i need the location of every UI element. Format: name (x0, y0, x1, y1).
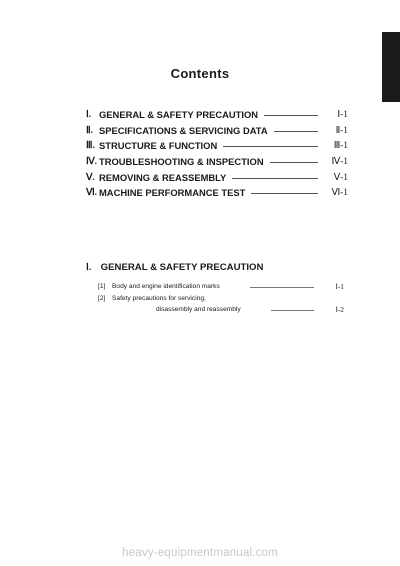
toc-leader-line (251, 193, 318, 194)
toc-entry-removing[interactable] (86, 169, 348, 185)
toc-title: TROUBLESHOOTING & INSPECTION (99, 156, 264, 168)
toc-numeral: Ⅳ. (86, 157, 97, 168)
sub-entry-number: [2] (98, 294, 106, 302)
sub-entry-number: [1] (98, 283, 106, 291)
toc-entry-structure[interactable] (86, 138, 348, 154)
section-numeral: Ⅰ. (86, 262, 92, 273)
toc-numeral: Ⅰ. (86, 110, 92, 121)
toc-page-number: Ⅴ-1 (333, 172, 348, 183)
sub-entry-safety-precautions[interactable] (98, 293, 344, 305)
sub-entry-title: Body and engine identification marks (112, 283, 220, 291)
toc-entry-general-safety[interactable] (86, 107, 348, 123)
toc-leader-line (232, 178, 318, 179)
page-title: Contents (170, 66, 230, 81)
toc-leader-line (270, 162, 318, 163)
toc-entry-performance-test[interactable] (86, 185, 348, 201)
toc-title: SPECIFICATIONS & SERVICING DATA (99, 124, 268, 136)
footer-watermark: heavy-equipmentmanual.com (122, 547, 278, 559)
toc-page-number: Ⅱ-1 (335, 125, 348, 136)
sub-leader-line (271, 310, 314, 311)
toc-numeral: Ⅴ. (86, 172, 95, 183)
sub-entry-page: Ⅰ-2 (335, 305, 344, 315)
toc-leader-line (223, 146, 318, 147)
sub-entry-safety-precautions-continued[interactable] (98, 304, 344, 316)
toc-title: STRUCTURE & FUNCTION (99, 140, 218, 152)
section-sub-list (98, 281, 344, 316)
sub-entry-identification-marks[interactable] (98, 281, 344, 293)
toc-numeral: Ⅲ. (86, 141, 95, 152)
toc-page-number: Ⅵ-1 (331, 188, 348, 199)
toc-page-number: Ⅲ-1 (333, 141, 348, 152)
toc-numeral: Ⅱ. (86, 125, 93, 136)
toc-page-number: Ⅳ-1 (331, 157, 348, 168)
toc-title: REMOVING & REASSEMBLY (99, 171, 227, 183)
toc-page-number: Ⅰ-1 (337, 110, 348, 121)
toc-title: MACHINE PERFORMANCE TEST (99, 187, 246, 199)
toc-entry-specifications[interactable] (86, 123, 348, 139)
sub-entry-page: Ⅰ-1 (335, 282, 344, 292)
toc-entry-troubleshooting[interactable] (86, 154, 348, 170)
sub-entry-title-continuation: disassembly and reassembly (156, 306, 241, 314)
section-title: GENERAL & SAFETY PRECAUTION (100, 262, 264, 273)
sub-entry-title: Safety precautions for servicing, (112, 294, 206, 302)
toc-leader-line (274, 131, 318, 132)
sub-leader-line (250, 287, 314, 288)
section-heading (86, 262, 263, 273)
toc-numeral: Ⅵ. (86, 188, 97, 199)
toc-leader-line (264, 115, 318, 116)
table-of-contents (86, 107, 348, 201)
toc-title: GENERAL & SAFETY PRECAUTION (99, 109, 259, 121)
